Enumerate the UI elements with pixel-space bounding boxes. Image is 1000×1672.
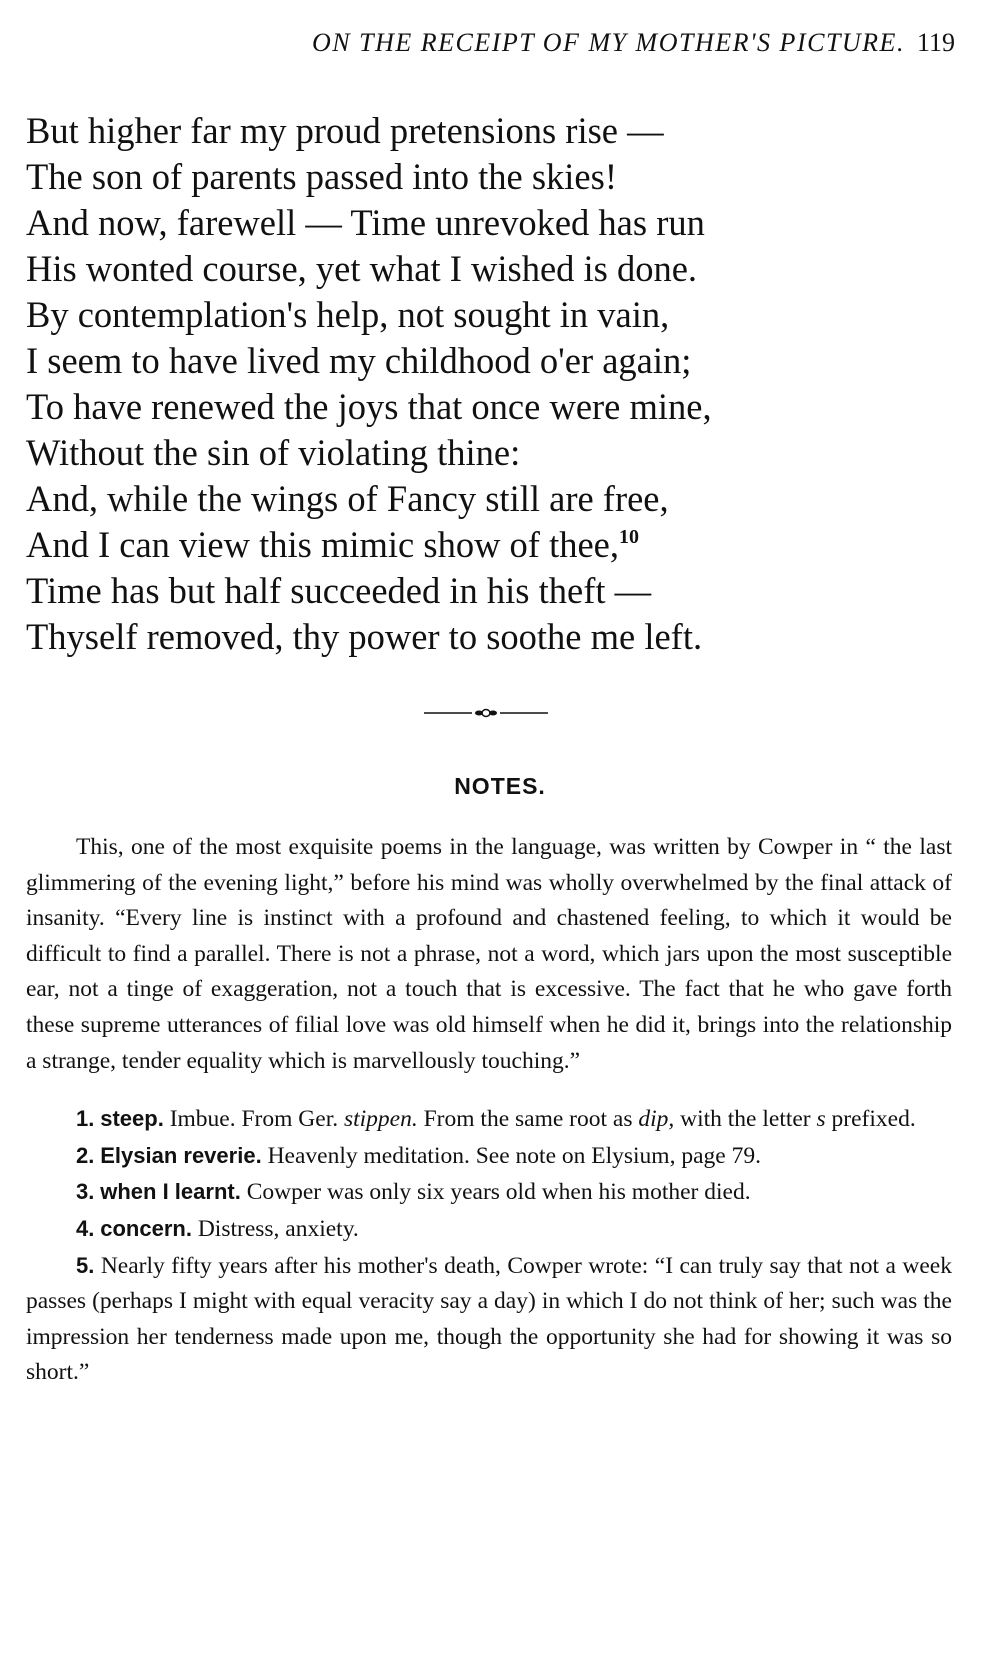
note-text: Imbue. From Ger. — [163, 1106, 344, 1133]
note-text: From the same root as — [417, 1106, 639, 1133]
note-text: with the letter — [674, 1106, 817, 1133]
running-title: ON THE RECEIPT OF MY MOTHER'S PICTURE. — [312, 28, 905, 57]
footnote-reference: 10 — [619, 526, 640, 548]
note-item — [26, 1174, 952, 1211]
note-text: Heavenly meditation. See note on Elysium, page 79. — [261, 1142, 761, 1169]
italic-word: dip, — [638, 1106, 675, 1133]
note-term: concern. — [100, 1215, 192, 1241]
notes-heading: NOTES. — [454, 773, 546, 799]
poem-line: Thyself removed, thy power to soothe me left. — [26, 616, 703, 657]
notes — [26, 830, 952, 1391]
note-term: steep. — [100, 1106, 164, 1132]
poem-line: The son of parents passed into the skies! — [26, 156, 617, 197]
note-item — [26, 1248, 952, 1391]
poem-line: By contemplation's help, not sought in vain, — [26, 294, 670, 335]
italic-word: stippen. — [343, 1106, 418, 1133]
poem — [26, 108, 712, 660]
notes-intro: This, one of the most exquisite poems in the language, was written by Cowper in “ the last glimmering of the evening light,” before his mind was wholly overwhelmed by the final attack of insanity. “Every line is instinct with a profound and chastened feeling, to which it would be difficult to find a parallel. There is not a phrase, not a word, which jars upon the most susceptible ear, not a tinge of exaggeration, not a touch that is excessive. The fact that he who gave forth these supreme utterances of filial love was old himself when he did it, brings into the relationship a strange, tender equality which is marvellously touching.” — [26, 834, 952, 1074]
note-number: 1. — [76, 1106, 95, 1132]
note-text: Nearly fifty years after his mother's death, Cowper wrote: “I can truly say that not a week passes (perhaps I might with equal veracity say a day) in which I do not think of her; such was the impression her tenderness made upon me, though the opportunity she had for showing it was so short.” — [26, 1252, 952, 1386]
note-number: 4. — [76, 1215, 95, 1241]
note-item — [26, 1138, 952, 1175]
note-item — [26, 1211, 952, 1248]
italic-word: s — [816, 1106, 826, 1133]
poem-line: And I can view this mimic show of thee,$^{10}$ — [26, 524, 640, 565]
note-term: when I learnt. — [100, 1179, 241, 1205]
poem-line: And, while the wings of Fancy still are free, — [26, 478, 669, 519]
poem-line: Without the sin of violating thine: — [26, 432, 521, 473]
section-ornament — [424, 707, 548, 719]
poem-line: Time has but half succeeded in his theft — — [26, 570, 652, 611]
poem-line: But higher far my proud pretensions rise — — [26, 110, 664, 151]
page-number: 119 — [916, 28, 955, 57]
note-term: Elysian reverie. — [100, 1142, 262, 1168]
poem-line: I seem to have lived my childhood o'er again; — [26, 340, 692, 381]
running-header — [60, 28, 955, 58]
poem-line: To have renewed the joys that once were mine, — [26, 386, 712, 427]
note-number: 3. — [76, 1179, 95, 1205]
note-number: 2. — [76, 1142, 95, 1168]
note-text: Distress, anxiety. — [191, 1215, 359, 1242]
note-text: Cowper was only six years old when his mother died. — [240, 1179, 751, 1206]
poem-line: His wonted course, yet what I wished is done. — [26, 248, 698, 289]
poem-line: And now, farewell — Time unrevoked has run — [26, 202, 705, 243]
note-number: 5. — [76, 1252, 95, 1278]
note-item — [26, 1101, 952, 1138]
note-text: prefixed. — [825, 1106, 916, 1133]
